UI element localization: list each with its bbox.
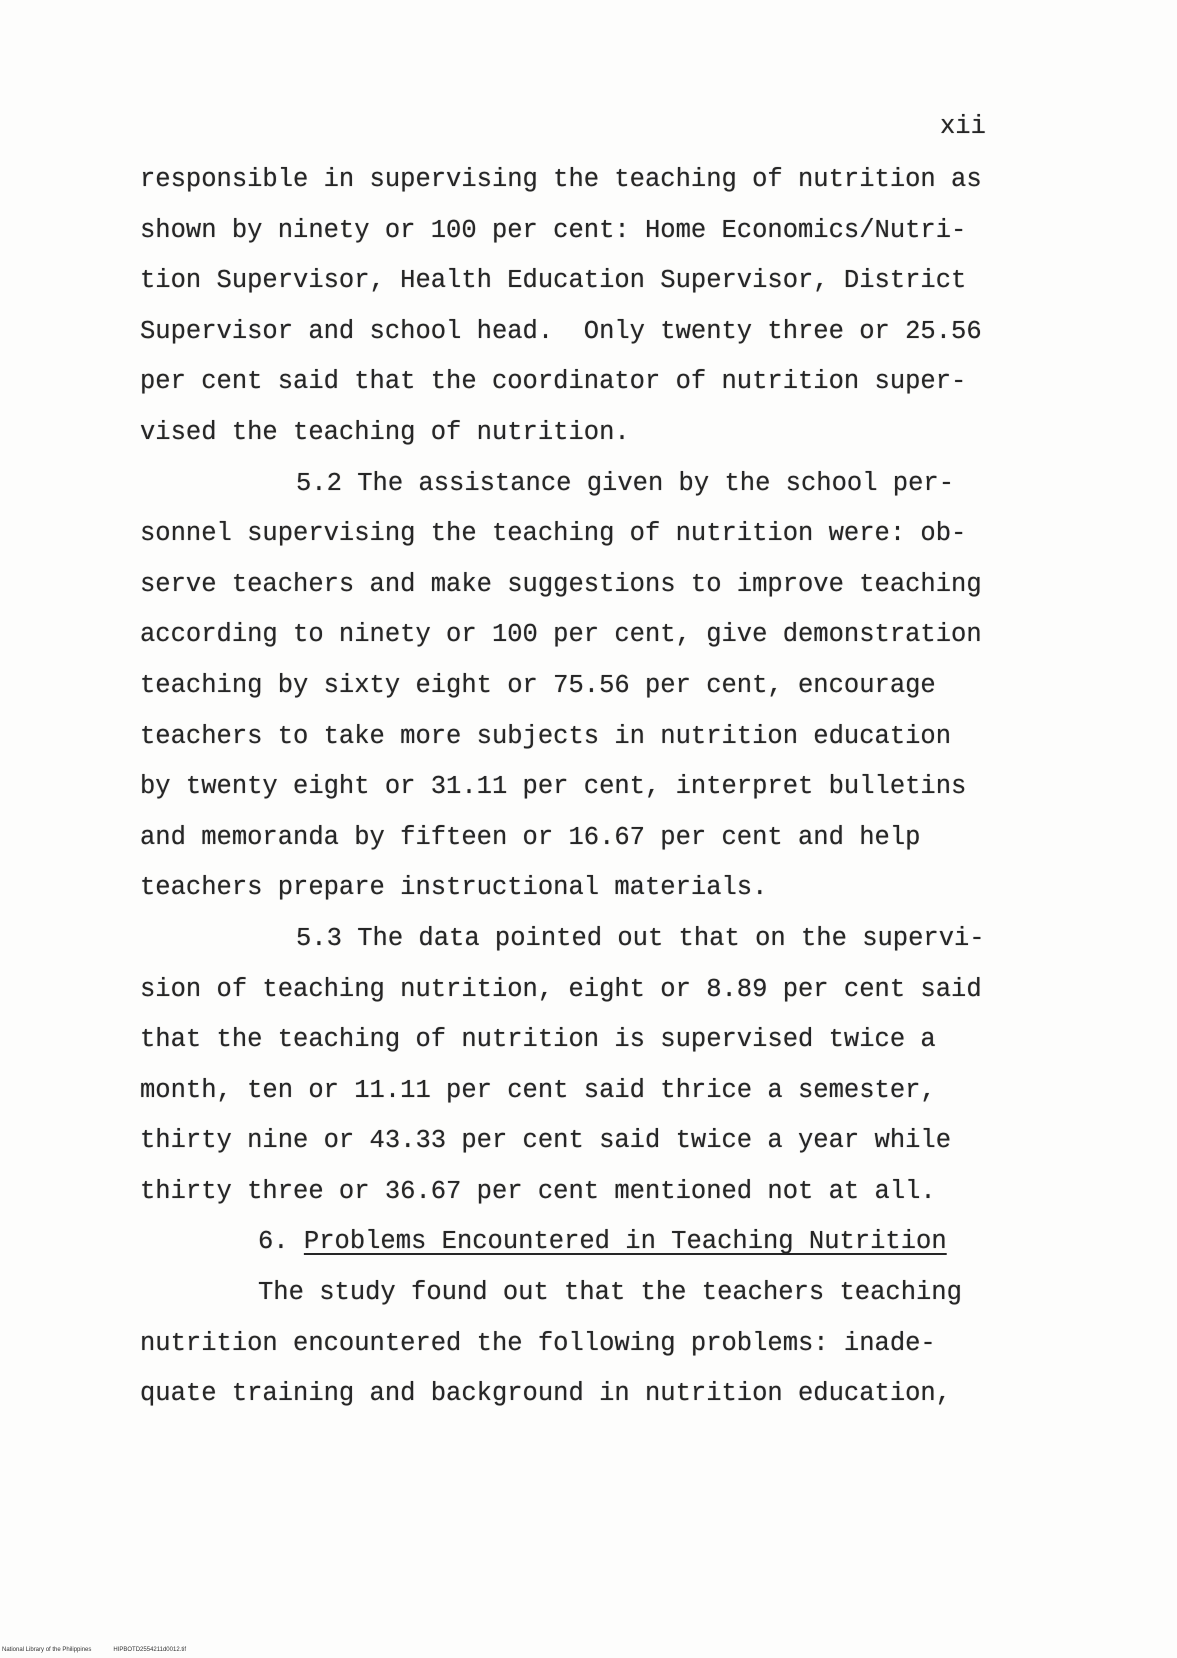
- footer-file: HIPBOTD2554211d0012.tif: [113, 1647, 186, 1653]
- text-line: Supervisor and school head. Only twenty three or 25.56: [140, 316, 982, 346]
- text-line: serve teachers and make suggestions to improve teaching: [140, 569, 982, 599]
- text-line: tion Supervisor, Health Education Supervisor, District: [140, 266, 967, 296]
- page-number: xii: [940, 112, 986, 141]
- text-line: shown by ninety or 100 per cent: Home Economics/Nutri-: [140, 215, 967, 245]
- text-line: by twenty eight or 31.11 per cent, interpret bulletins: [140, 772, 967, 802]
- text-line: month, ten or 11.11 per cent said thrice a semester,: [140, 1075, 936, 1105]
- text-line: according to ninety or 100 per cent, give demonstration: [140, 620, 982, 650]
- item-5-2: [140, 459, 1120, 914]
- text-line: thirty three or 36.67 per cent mentioned not at all.: [140, 1176, 936, 1206]
- text-line: nutrition encountered the following problems: inade-: [140, 1328, 936, 1358]
- text-line: 5.3 The data pointed out that on the supervi-: [296, 923, 985, 953]
- text-line: responsible in supervising the teaching of nutrition as: [140, 165, 982, 194]
- paragraph-6: [140, 1268, 1120, 1420]
- section-heading: [140, 1217, 1120, 1268]
- paragraph-1: [140, 155, 1120, 459]
- text-line: 5.2 The assistance given by the school per-: [296, 468, 955, 498]
- footer-source: National Library of the Philippines: [2, 1647, 92, 1653]
- text-line: per cent said that the coordinator of nutrition super-: [140, 367, 967, 397]
- text-line: vised the teaching of nutrition.: [140, 417, 630, 447]
- heading-title: Problems Encountered in Teaching Nutrition: [303, 1227, 947, 1257]
- scan-footer: [2, 1646, 186, 1654]
- text-line: The study found out that the teachers teaching: [258, 1278, 962, 1308]
- item-5-3: [140, 914, 1120, 1218]
- text-line: teachers to take more subjects in nutrition education: [140, 721, 952, 751]
- text-line: quate training and background in nutrition education,: [140, 1379, 952, 1409]
- text-line: that the teaching of nutrition is supervised twice a: [140, 1025, 936, 1055]
- text-line: teaching by sixty eight or 75.56 per cent, encourage: [140, 670, 936, 700]
- heading-number: 6.: [258, 1227, 304, 1257]
- text-line: teachers prepare instructional materials.: [140, 873, 768, 903]
- text-line: sonnel supervising the teaching of nutrition were: ob-: [140, 519, 967, 549]
- text-line: thirty nine or 43.33 per cent said twice a year while: [140, 1126, 952, 1156]
- text-line: sion of teaching nutrition, eight or 8.89 per cent said: [140, 974, 982, 1004]
- text-line: and memoranda by fifteen or 16.67 per cent and help: [140, 822, 921, 852]
- body-text: [140, 155, 1120, 1420]
